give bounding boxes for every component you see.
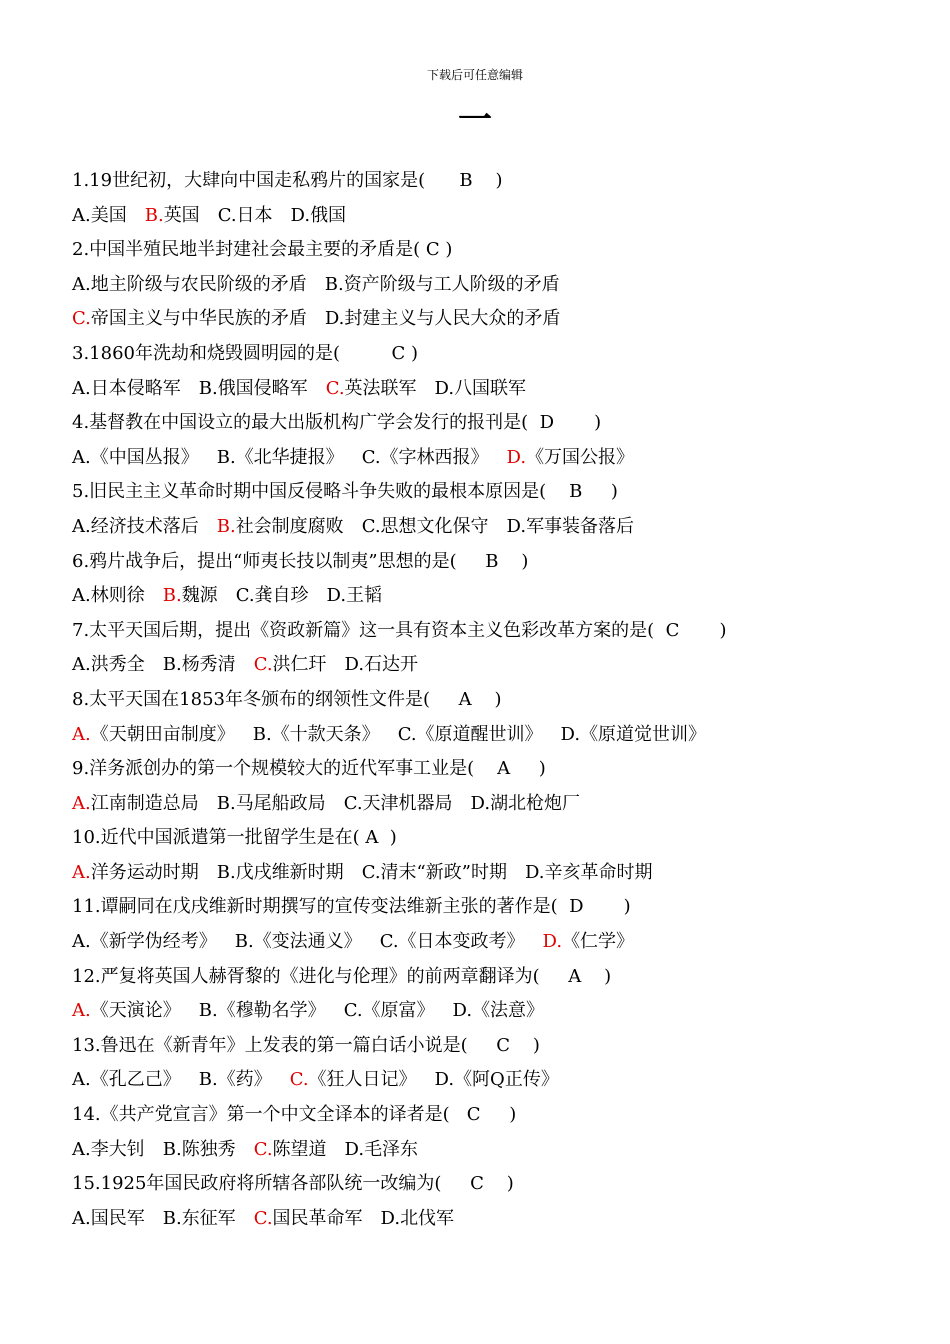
option-text: 《仁学》 xyxy=(562,931,635,953)
option-text: 《阿Q正传》 xyxy=(454,1069,559,1091)
correct-option-key: D. xyxy=(506,446,527,468)
option-key: B. xyxy=(162,654,182,676)
option-text: 《变法通义》 xyxy=(253,931,362,953)
answer-option xyxy=(163,579,218,614)
question-stem: 2.中国半殖民地半封建社会最主要的矛盾是( C ) xyxy=(72,239,453,261)
answer-option xyxy=(507,510,635,545)
option-text: 英国 xyxy=(163,204,200,226)
option-key: A. xyxy=(72,654,91,676)
option-text: 《法意》 xyxy=(472,1000,545,1022)
option-text: 《中国丛报》 xyxy=(90,446,199,468)
option-text: 英法联军 xyxy=(344,377,417,399)
answer-option xyxy=(327,579,383,614)
correct-option-key: B. xyxy=(216,515,236,537)
answer-option xyxy=(345,648,419,683)
answer-option xyxy=(471,787,581,822)
header-note: 下载后可任意编辑 xyxy=(426,68,523,82)
answer-option xyxy=(72,718,235,753)
option-key: D. xyxy=(290,204,311,226)
option-key: D. xyxy=(452,1000,473,1022)
option-text: 《原富》 xyxy=(362,1000,435,1022)
option-text: 东征军 xyxy=(181,1207,236,1229)
answer-option xyxy=(453,994,545,1029)
options-line xyxy=(72,718,892,753)
question-stem: 8.太平天国在1853年冬颁布的纲领性文件是( A ) xyxy=(72,688,502,710)
answer-option xyxy=(362,441,489,476)
option-key: D. xyxy=(524,861,545,883)
option-key: C. xyxy=(379,931,399,953)
answer-option xyxy=(235,925,362,960)
answer-option xyxy=(291,199,347,234)
correct-option-key: A. xyxy=(72,723,91,745)
option-key: C. xyxy=(397,723,417,745)
answer-option xyxy=(72,199,127,234)
answer-option xyxy=(72,925,217,960)
answer-option xyxy=(72,1063,181,1098)
options-line xyxy=(72,1133,892,1168)
option-key: A. xyxy=(72,204,91,226)
page-title: 一 xyxy=(458,100,492,140)
answer-option xyxy=(543,925,635,960)
question-stem: 6.鸦片战争后，提出“师夷长技以制夷”思想的是( B ) xyxy=(72,550,529,572)
correct-option-key: B. xyxy=(162,585,182,607)
option-key: C. xyxy=(361,446,381,468)
answer-option xyxy=(326,372,417,407)
answer-option xyxy=(236,579,309,614)
question-list xyxy=(72,164,892,1236)
question-stem: 9.洋务派创办的第一个规模较大的近代军事工业是( A ) xyxy=(72,758,546,780)
answer-option xyxy=(72,648,145,683)
option-key: B. xyxy=(198,1069,218,1091)
option-text: 《日本变政考》 xyxy=(398,931,525,953)
option-text: 国民革命军 xyxy=(272,1207,363,1229)
option-key: C. xyxy=(343,1000,363,1022)
option-text: 日本 xyxy=(236,204,273,226)
option-text: 清末“新政”时期 xyxy=(380,861,507,883)
option-text: 《原道觉世训》 xyxy=(580,723,707,745)
option-text: 《孔乙己》 xyxy=(90,1069,181,1091)
question-stem: 1.19世纪初，大肆向中国走私鸦片的国家是( B ) xyxy=(72,170,503,191)
answer-option xyxy=(253,718,380,753)
correct-option-key: A. xyxy=(72,861,91,883)
answer-option xyxy=(345,1133,419,1168)
answer-option xyxy=(72,856,199,891)
option-key: C. xyxy=(343,792,363,814)
option-text: 龚自珍 xyxy=(254,585,309,607)
answer-option xyxy=(72,372,181,407)
option-text: 帝国主义与中华民族的矛盾 xyxy=(90,308,307,330)
option-key: B. xyxy=(216,792,236,814)
option-key: C. xyxy=(235,585,255,607)
question-stem: 3.1860年洗劫和烧毁圆明园的是( C ) xyxy=(72,342,419,364)
option-key: D. xyxy=(344,654,365,676)
answer-option xyxy=(362,510,489,545)
option-text: 国民军 xyxy=(90,1207,145,1229)
option-text: 洪秀全 xyxy=(90,654,145,676)
option-key: A. xyxy=(72,515,91,537)
option-text: 《万国公报》 xyxy=(526,446,635,468)
options-line xyxy=(72,372,892,407)
option-key: D. xyxy=(326,585,347,607)
option-key: D. xyxy=(344,1138,365,1160)
answer-option xyxy=(561,718,707,753)
option-text: 辛亥革命时期 xyxy=(544,861,653,883)
question-stem: 10.近代中国派遣第一批留学生是在( A ) xyxy=(72,827,397,849)
answer-option xyxy=(525,856,653,891)
answer-option xyxy=(435,1063,559,1098)
option-key: A. xyxy=(72,446,91,468)
correct-option-key: C. xyxy=(72,308,91,330)
option-text: 《北华捷报》 xyxy=(235,446,344,468)
options-line xyxy=(72,994,892,1029)
option-text: 日本侵略军 xyxy=(90,377,181,399)
option-text: 马尾船政局 xyxy=(235,792,326,814)
correct-option-key: C. xyxy=(253,1138,273,1160)
answer-option xyxy=(217,510,344,545)
option-text: 林则徐 xyxy=(90,585,145,607)
correct-option-key: D. xyxy=(542,931,563,953)
option-text: 经济技术落后 xyxy=(90,515,199,537)
answer-option xyxy=(325,268,560,303)
option-text: 陈望道 xyxy=(272,1138,327,1160)
option-text: 洪仁玕 xyxy=(272,654,327,676)
option-key: C. xyxy=(217,204,237,226)
option-key: A. xyxy=(72,273,91,295)
answer-option xyxy=(72,268,307,303)
option-text: 《穆勒名学》 xyxy=(217,1000,326,1022)
option-text: 八国联军 xyxy=(454,377,527,399)
answer-option xyxy=(290,1063,417,1098)
option-key: B. xyxy=(216,446,236,468)
option-text: 魏源 xyxy=(181,585,218,607)
option-text: 毛泽东 xyxy=(364,1138,419,1160)
options-line xyxy=(72,579,892,614)
options-line xyxy=(72,787,892,822)
option-key: A. xyxy=(72,931,91,953)
options-line xyxy=(72,925,892,960)
correct-option-key: B. xyxy=(144,204,164,226)
answer-option xyxy=(72,441,199,476)
option-text: 北伐军 xyxy=(400,1207,455,1229)
question-stem: 15.1925年国民政府将所辖各部队统一改编为( C ) xyxy=(72,1173,514,1195)
option-text: 杨秀清 xyxy=(181,654,236,676)
options-line xyxy=(72,268,892,303)
option-text: 李大钊 xyxy=(90,1138,145,1160)
correct-option-key: A. xyxy=(72,792,91,814)
option-text: 石达开 xyxy=(364,654,419,676)
option-text: 封建主义与人民大众的矛盾 xyxy=(344,308,561,330)
option-text: 资产阶级与工人阶级的矛盾 xyxy=(343,273,560,295)
option-text: 《十款天条》 xyxy=(271,723,380,745)
answer-option xyxy=(72,1202,145,1237)
answer-option xyxy=(72,1133,145,1168)
option-key: B. xyxy=(162,1207,182,1229)
answer-option xyxy=(380,925,525,960)
answer-option xyxy=(163,648,236,683)
answer-option xyxy=(254,648,327,683)
option-key: B. xyxy=(324,273,344,295)
option-key: B. xyxy=(162,1138,182,1160)
options-line xyxy=(72,441,892,476)
answer-option xyxy=(362,856,507,891)
option-text: 王韬 xyxy=(346,585,383,607)
option-text: 《新学伪经考》 xyxy=(90,931,217,953)
option-text: 陈独秀 xyxy=(181,1138,236,1160)
option-text: 《天朝田亩制度》 xyxy=(90,723,235,745)
option-key: A. xyxy=(72,1138,91,1160)
option-key: B. xyxy=(252,723,272,745)
option-key: D. xyxy=(506,515,527,537)
options-line xyxy=(72,510,892,545)
option-key: D. xyxy=(470,792,491,814)
answer-option xyxy=(435,372,527,407)
option-text: 江南制造总局 xyxy=(90,792,199,814)
question-stem: 13.鲁迅在《新青年》上发表的第一篇白话小说是( C ) xyxy=(72,1034,540,1056)
option-text: 《原道醒世训》 xyxy=(416,723,543,745)
option-key: D. xyxy=(560,723,581,745)
option-key: B. xyxy=(234,931,254,953)
option-text: 《狂人日记》 xyxy=(308,1069,417,1091)
answer-option xyxy=(199,1063,272,1098)
option-text: 《药》 xyxy=(217,1069,272,1091)
option-text: 军事装备落后 xyxy=(526,515,635,537)
answer-option xyxy=(344,994,435,1029)
option-key: A. xyxy=(72,377,91,399)
answer-option xyxy=(325,302,561,337)
option-key: A. xyxy=(72,1207,91,1229)
option-key: A. xyxy=(72,1069,91,1091)
answer-option xyxy=(217,856,344,891)
answer-option xyxy=(72,787,199,822)
options-line xyxy=(72,648,892,683)
option-text: 《天演论》 xyxy=(90,1000,181,1022)
correct-option-key: C. xyxy=(325,377,345,399)
option-key: C. xyxy=(361,515,381,537)
question-stem: 7.太平天国后期，提出《资政新篇》这一具有资本主义色彩改革方案的是( C ) xyxy=(72,619,727,641)
option-key: B. xyxy=(216,861,236,883)
question-stem: 5.旧民主主义革命时期中国反侵略斗争失败的最根本原因是( B ) xyxy=(72,481,618,503)
answer-option xyxy=(163,1133,236,1168)
answer-option xyxy=(72,994,181,1029)
option-key: C. xyxy=(361,861,381,883)
option-text: 俄国侵略军 xyxy=(217,377,308,399)
correct-option-key: A. xyxy=(72,1000,91,1022)
correct-option-key: C. xyxy=(289,1069,309,1091)
option-text: 地主阶级与农民阶级的矛盾 xyxy=(90,273,307,295)
answer-option xyxy=(72,579,145,614)
correct-option-key: C. xyxy=(253,654,273,676)
options-line xyxy=(72,199,892,234)
option-key: D. xyxy=(380,1207,401,1229)
option-text: 社会制度腐败 xyxy=(235,515,344,537)
options-line xyxy=(72,856,892,891)
answer-option xyxy=(217,787,326,822)
option-key: D. xyxy=(434,377,455,399)
question-stem: 11.谭嗣同在戊戌维新时期撰写的宣传变法维新主张的著作是( D ) xyxy=(72,896,631,918)
correct-option-key: C. xyxy=(253,1207,273,1229)
answer-option xyxy=(145,199,200,234)
answer-option xyxy=(381,1202,455,1237)
option-text: 思想文化保守 xyxy=(380,515,489,537)
question-stem: 14.《共产党宣言》第一个中文全译本的译者是( C ) xyxy=(72,1104,517,1126)
option-text: 洋务运动时期 xyxy=(90,861,199,883)
answer-option xyxy=(217,441,344,476)
option-text: 天津机器局 xyxy=(362,792,453,814)
answer-option xyxy=(199,994,326,1029)
answer-option xyxy=(344,787,453,822)
answer-option xyxy=(72,302,307,337)
option-text: 《字林西报》 xyxy=(380,446,489,468)
answer-option xyxy=(254,1202,363,1237)
answer-option xyxy=(163,1202,236,1237)
option-key: D. xyxy=(324,308,345,330)
option-text: 湖北枪炮厂 xyxy=(490,792,581,814)
option-text: 戊戌维新时期 xyxy=(235,861,344,883)
options-line xyxy=(72,302,892,337)
option-key: D. xyxy=(434,1069,455,1091)
option-text: 美国 xyxy=(90,204,127,226)
options-line xyxy=(72,1202,892,1237)
answer-option xyxy=(507,441,635,476)
answer-option xyxy=(254,1133,327,1168)
answer-option xyxy=(199,372,308,407)
answer-option xyxy=(72,510,199,545)
option-text: 俄国 xyxy=(310,204,347,226)
answer-option xyxy=(218,199,273,234)
answer-option xyxy=(398,718,543,753)
question-stem: 4.基督教在中国设立的最大出版机构广学会发行的报刊是( D ) xyxy=(72,412,602,434)
option-key: B. xyxy=(198,1000,218,1022)
option-key: A. xyxy=(72,585,91,607)
option-key: B. xyxy=(198,377,218,399)
options-line xyxy=(72,1063,892,1098)
question-stem: 12.严复将英国人赫胥黎的《进化与伦理》的前两章翻译为( A ) xyxy=(72,965,612,987)
